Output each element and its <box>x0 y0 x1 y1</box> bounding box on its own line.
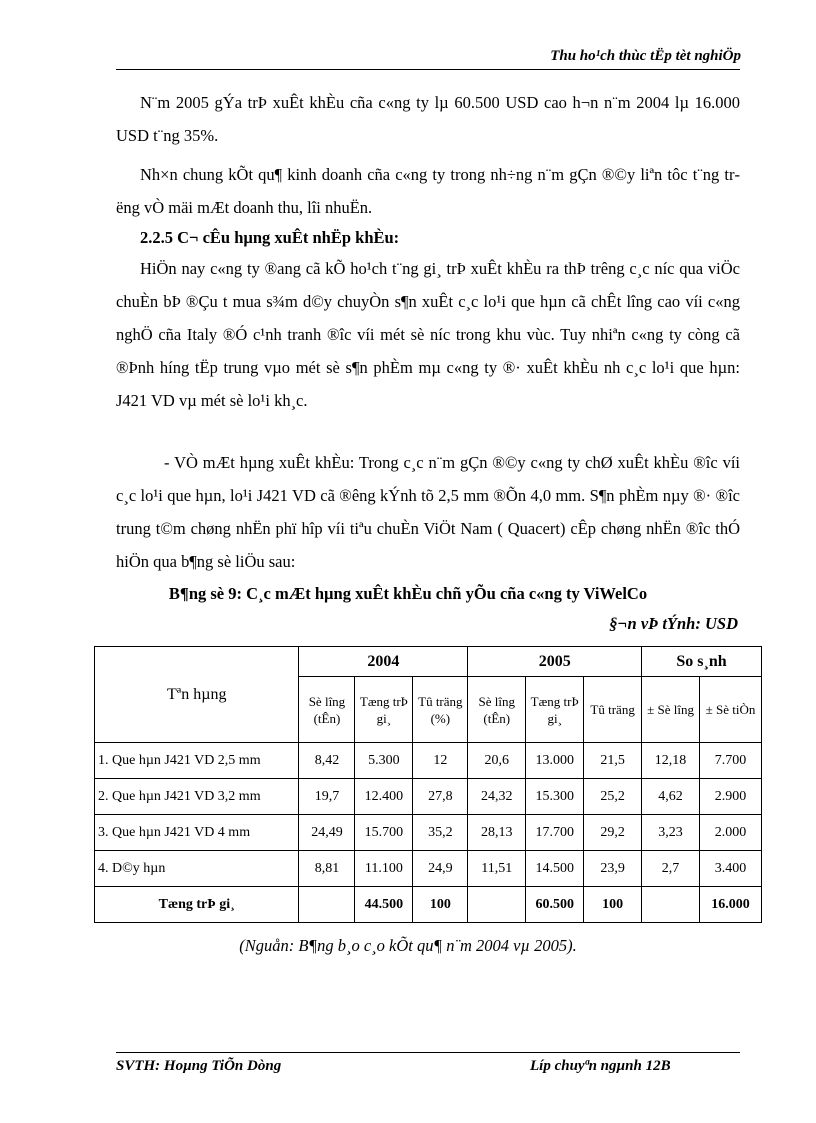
cell-value: 2.900 <box>700 779 762 815</box>
cell-total-label: Tæng trÞ gi¸ <box>95 887 299 923</box>
cell-value: 24,49 <box>299 815 355 851</box>
cell-value: 5.300 <box>355 743 413 779</box>
cell-value: 7.700 <box>700 743 762 779</box>
paragraph-export-items: - VÒ mÆt hµng xuÊt khÈu: Trong c¸c n¨m gÇn ®©y c«ng ty chØ xuÊt khÈu ®îc víi c¸c lo¹i que hµn, lo¹i J421 VD cã ®êng kÝnh tõ 2,5 mm ®Õn 4,0 mm. S¶n phÈm nµy ®· ®îc trung t©m chøng nhËn phï hîp víi tiªu chuÈn ViÖt Nam ( Quacert) cÊp chøng nhËn ®îc thÓ hiÖn qua b¶ng sè liÖu sau: <box>116 453 740 571</box>
header-diff-amount: ± Sè tiÒn <box>700 677 762 743</box>
cell-value: 11.100 <box>355 851 413 887</box>
header-rule <box>116 69 740 70</box>
cell-value: 11,51 <box>468 851 526 887</box>
table-row <box>95 851 762 887</box>
cell-value: 28,13 <box>468 815 526 851</box>
cell-product: 2. Que hµn J421 VD 3,2 mm <box>95 779 299 815</box>
cell-value: 23,9 <box>584 851 642 887</box>
cell-value: 24,9 <box>413 851 468 887</box>
cell-value: 100 <box>584 887 642 923</box>
table-total-row <box>95 887 762 923</box>
cell-value: 16.000 <box>700 887 762 923</box>
header-2005-quantity: Sè lîng (tÊn) <box>468 677 526 743</box>
cell-value: 17.700 <box>526 815 584 851</box>
cell-value: 12.400 <box>355 779 413 815</box>
cell-product: 1. Que hµn J421 VD 2,5 mm <box>95 743 299 779</box>
cell-value <box>642 887 700 923</box>
cell-value: 3.400 <box>700 851 762 887</box>
table-row <box>95 779 762 815</box>
cell-value: 19,7 <box>299 779 355 815</box>
header-comparison: So s¸nh <box>642 647 762 677</box>
cell-value: 13.000 <box>526 743 584 779</box>
footer-author: SVTH: Hoµng TiÕn Dòng <box>116 1058 282 1074</box>
table-row <box>95 815 762 851</box>
cell-value: 12 <box>413 743 468 779</box>
cell-value <box>299 887 355 923</box>
header-2005-total-value: Tæng trÞ gi¸ <box>526 677 584 743</box>
cell-value: 24,32 <box>468 779 526 815</box>
cell-value: 29,2 <box>584 815 642 851</box>
header-2005-share: Tû träng <box>584 677 642 743</box>
cell-value: 8,81 <box>299 851 355 887</box>
footer-class: Líp chuyªn ngµnh 12B <box>530 1058 671 1074</box>
export-table <box>94 646 762 923</box>
table-row <box>95 743 762 779</box>
unit-label: §¬n vÞ tÝnh: USD <box>609 614 738 633</box>
cell-value: 12,18 <box>642 743 700 779</box>
section-heading: 2.2.5 C¬ cÊu hµng xuÊt nhËp khÈu: <box>140 228 400 247</box>
footer-rule <box>116 1052 740 1053</box>
header-2004-share: Tû träng (%) <box>413 677 468 743</box>
paragraph-export-value: N¨m 2005 gÝa trÞ xuÊt khÈu cña c«ng ty lµ 60.500 USD cao h¬n n¨m 2004 lµ 16.000 USD t¨ng 35%. <box>116 93 740 145</box>
header-2004-quantity: Sè lîng (tÊn) <box>299 677 355 743</box>
cell-product: 4. D©y hµn <box>95 851 299 887</box>
cell-value: 15.300 <box>526 779 584 815</box>
cell-value: 25,2 <box>584 779 642 815</box>
cell-value: 2,7 <box>642 851 700 887</box>
cell-value: 27,8 <box>413 779 468 815</box>
cell-product: 3. Que hµn J421 VD 4 mm <box>95 815 299 851</box>
cell-value: 44.500 <box>355 887 413 923</box>
paragraph-plan: HiÖn nay c«ng ty ®ang cã kÕ ho¹ch t¨ng gi¸ trÞ xuÊt khÈu ra thÞ trêng c¸c níc qua viÖc chuÈn bÞ ®Çu t mua s¾m d©y chuyÒn s¶n xuÊt c¸c lo¹i que hµn cã chÊt lîng cao víi c«ng nghÖ cña Italy ®Ó c¹nh tranh ®îc víi mét sè níc trong khu vùc. Tuy nhiªn c«ng ty còng cã ®Þnh híng tËp trung vµo mét sè s¶n phÈm mµ c«ng ty ®· xuÊt khÈu nh c¸c lo¹i que hµn: J421 VD vµ mét sè lo¹i kh¸c. <box>116 259 740 410</box>
cell-value: 8,42 <box>299 743 355 779</box>
cell-value: 4,62 <box>642 779 700 815</box>
cell-value: 20,6 <box>468 743 526 779</box>
cell-value: 21,5 <box>584 743 642 779</box>
header-year-2004: 2004 <box>299 647 468 677</box>
cell-value: 35,2 <box>413 815 468 851</box>
header-diff-quantity: ± Sè lîng <box>642 677 700 743</box>
header-2004-total-value: Tæng trÞ gi¸ <box>355 677 413 743</box>
cell-value <box>468 887 526 923</box>
paragraph-summary: Nh×n chung kÕt qu¶ kinh doanh cña c«ng ty trong nh÷ng n¨m gÇn ®©y liªn tôc t¨ng trëng vÒ mäi mÆt doanh thu, lîi nhuËn. <box>116 165 740 217</box>
cell-value: 100 <box>413 887 468 923</box>
cell-value: 3,23 <box>642 815 700 851</box>
cell-value: 60.500 <box>526 887 584 923</box>
table-title: B¶ng sè 9: C¸c mÆt hµng xuÊt khÈu chñ yÕu cña c«ng ty ViWelCo <box>168 584 648 603</box>
source-note: (Nguån: B¶ng b¸o c¸o kÕt qu¶ n¨m 2004 vµ 2005). <box>239 936 577 955</box>
cell-value: 15.700 <box>355 815 413 851</box>
cell-value: 2.000 <box>700 815 762 851</box>
running-header: Thu ho¹ch thùc tËp tèt nghiÖp <box>550 48 741 64</box>
header-product-name: Tªn hµng <box>95 647 299 743</box>
header-year-2005: 2005 <box>468 647 642 677</box>
cell-value: 14.500 <box>526 851 584 887</box>
